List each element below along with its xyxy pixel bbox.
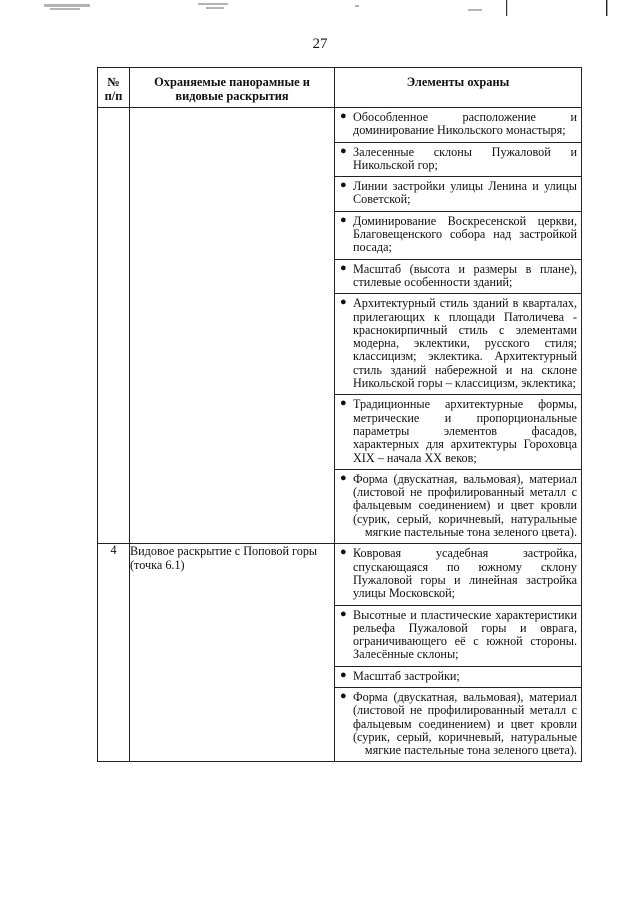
list-item-text: Обособленное расположение и доминирование Никольского монастыря;: [353, 110, 577, 138]
header-num: № п/п: [98, 68, 130, 108]
protection-table: [97, 67, 582, 762]
list-item-text: Ковровая усадебная застройка, спускающаяся по южному склону Пужаловой горы и линейная застройка улицы Московской;: [353, 546, 577, 601]
list-item: [335, 108, 581, 143]
bullet-icon: ●: [340, 668, 347, 681]
bullet-icon: ●: [340, 110, 347, 122]
list-item: [335, 143, 581, 178]
bullet-icon: ●: [340, 296, 347, 309]
protection-elements-list: [335, 108, 581, 543]
list-item-text: Традиционные архитектурные формы, метрические и пропорциональные параметры элементов фасадов, характерных для архитектуры Гороховца XIX – начала XX веков;: [353, 397, 577, 465]
bullet-icon: ●: [340, 471, 347, 484]
protection-elements-cell: [335, 108, 582, 544]
bullet-icon: ●: [340, 179, 347, 192]
bullet-icon: ●: [340, 689, 347, 702]
list-item: [335, 395, 581, 469]
list-item-text: Форма (двускатная, вальмовая), материал (листовой не профилированный металл с фальцевым соединением) и цвет кровли (сурик, серый, коричневый, натуральные мягкие пастельные тона зеленого цвета).: [353, 689, 577, 758]
list-item-text: Доминирование Воскресенской церкви, Благовещенского собора над застройкой посада;: [353, 213, 577, 255]
list-item: [335, 470, 581, 543]
page-number: 27: [312, 36, 328, 52]
table-row: [98, 544, 582, 762]
bullet-icon: ●: [340, 144, 347, 157]
list-item: [335, 212, 581, 260]
list-item-text: Форма (двускатная, вальмовая), материал (листовой не профилированный металл с фальцевым соединением) и цвет кровли (сурик, серый, коричневый, натуральные мягкие пастельные тона зеленого цвета).: [353, 471, 577, 540]
view-description: [130, 108, 335, 544]
bullet-icon: ●: [340, 261, 347, 274]
bullet-icon: ●: [340, 213, 347, 226]
table-header-row: [98, 68, 582, 108]
protection-elements-cell: [335, 544, 582, 762]
list-item: [335, 606, 581, 667]
list-item: [335, 177, 581, 212]
list-item-text: Залесенные склоны Пужаловой и Никольской гор;: [353, 144, 577, 172]
protection-elements-list: [335, 544, 581, 761]
bullet-icon: ●: [340, 546, 347, 559]
row-number: [98, 108, 130, 544]
list-item: [335, 667, 581, 688]
list-item-text: Линии застройки улицы Ленина и улицы Советской;: [353, 179, 577, 207]
list-item-text: Масштаб застройки;: [353, 668, 460, 683]
header-elements: Элементы охраны: [335, 68, 582, 108]
list-item: [335, 544, 581, 605]
list-item-text: Архитектурный стиль зданий в кварталах, прилегающих к площади Патоличева - краснокирпичный стиль с элементами модерна, эклектики, русского стиля; классицизм; эклектика. Архитектурный стиль зданий набережной и на склоне Никольской горы – классицизм, эклектика;: [353, 296, 577, 391]
list-item: [335, 294, 581, 395]
table-row: [98, 108, 582, 544]
bullet-icon: ●: [340, 397, 347, 410]
list-item-text: Масштаб (высота и размеры в плане), стилевые особенности зданий;: [353, 261, 577, 289]
bullet-icon: ●: [340, 607, 347, 620]
row-number: 4: [98, 544, 130, 762]
list-item: [335, 688, 581, 761]
list-item: [335, 260, 581, 295]
header-views: Охраняемые панорамные и видовые раскрытия: [130, 68, 335, 108]
view-description: Видовое раскрытие с Поповой горы (точка 6.1): [130, 544, 335, 762]
list-item-text: Высотные и пластические характеристики рельефа Пужаловой горы и оврага, ограничивающего её с южной стороны. Залесённые склоны;: [353, 607, 577, 662]
scan-artifacts: [30, 0, 610, 16]
